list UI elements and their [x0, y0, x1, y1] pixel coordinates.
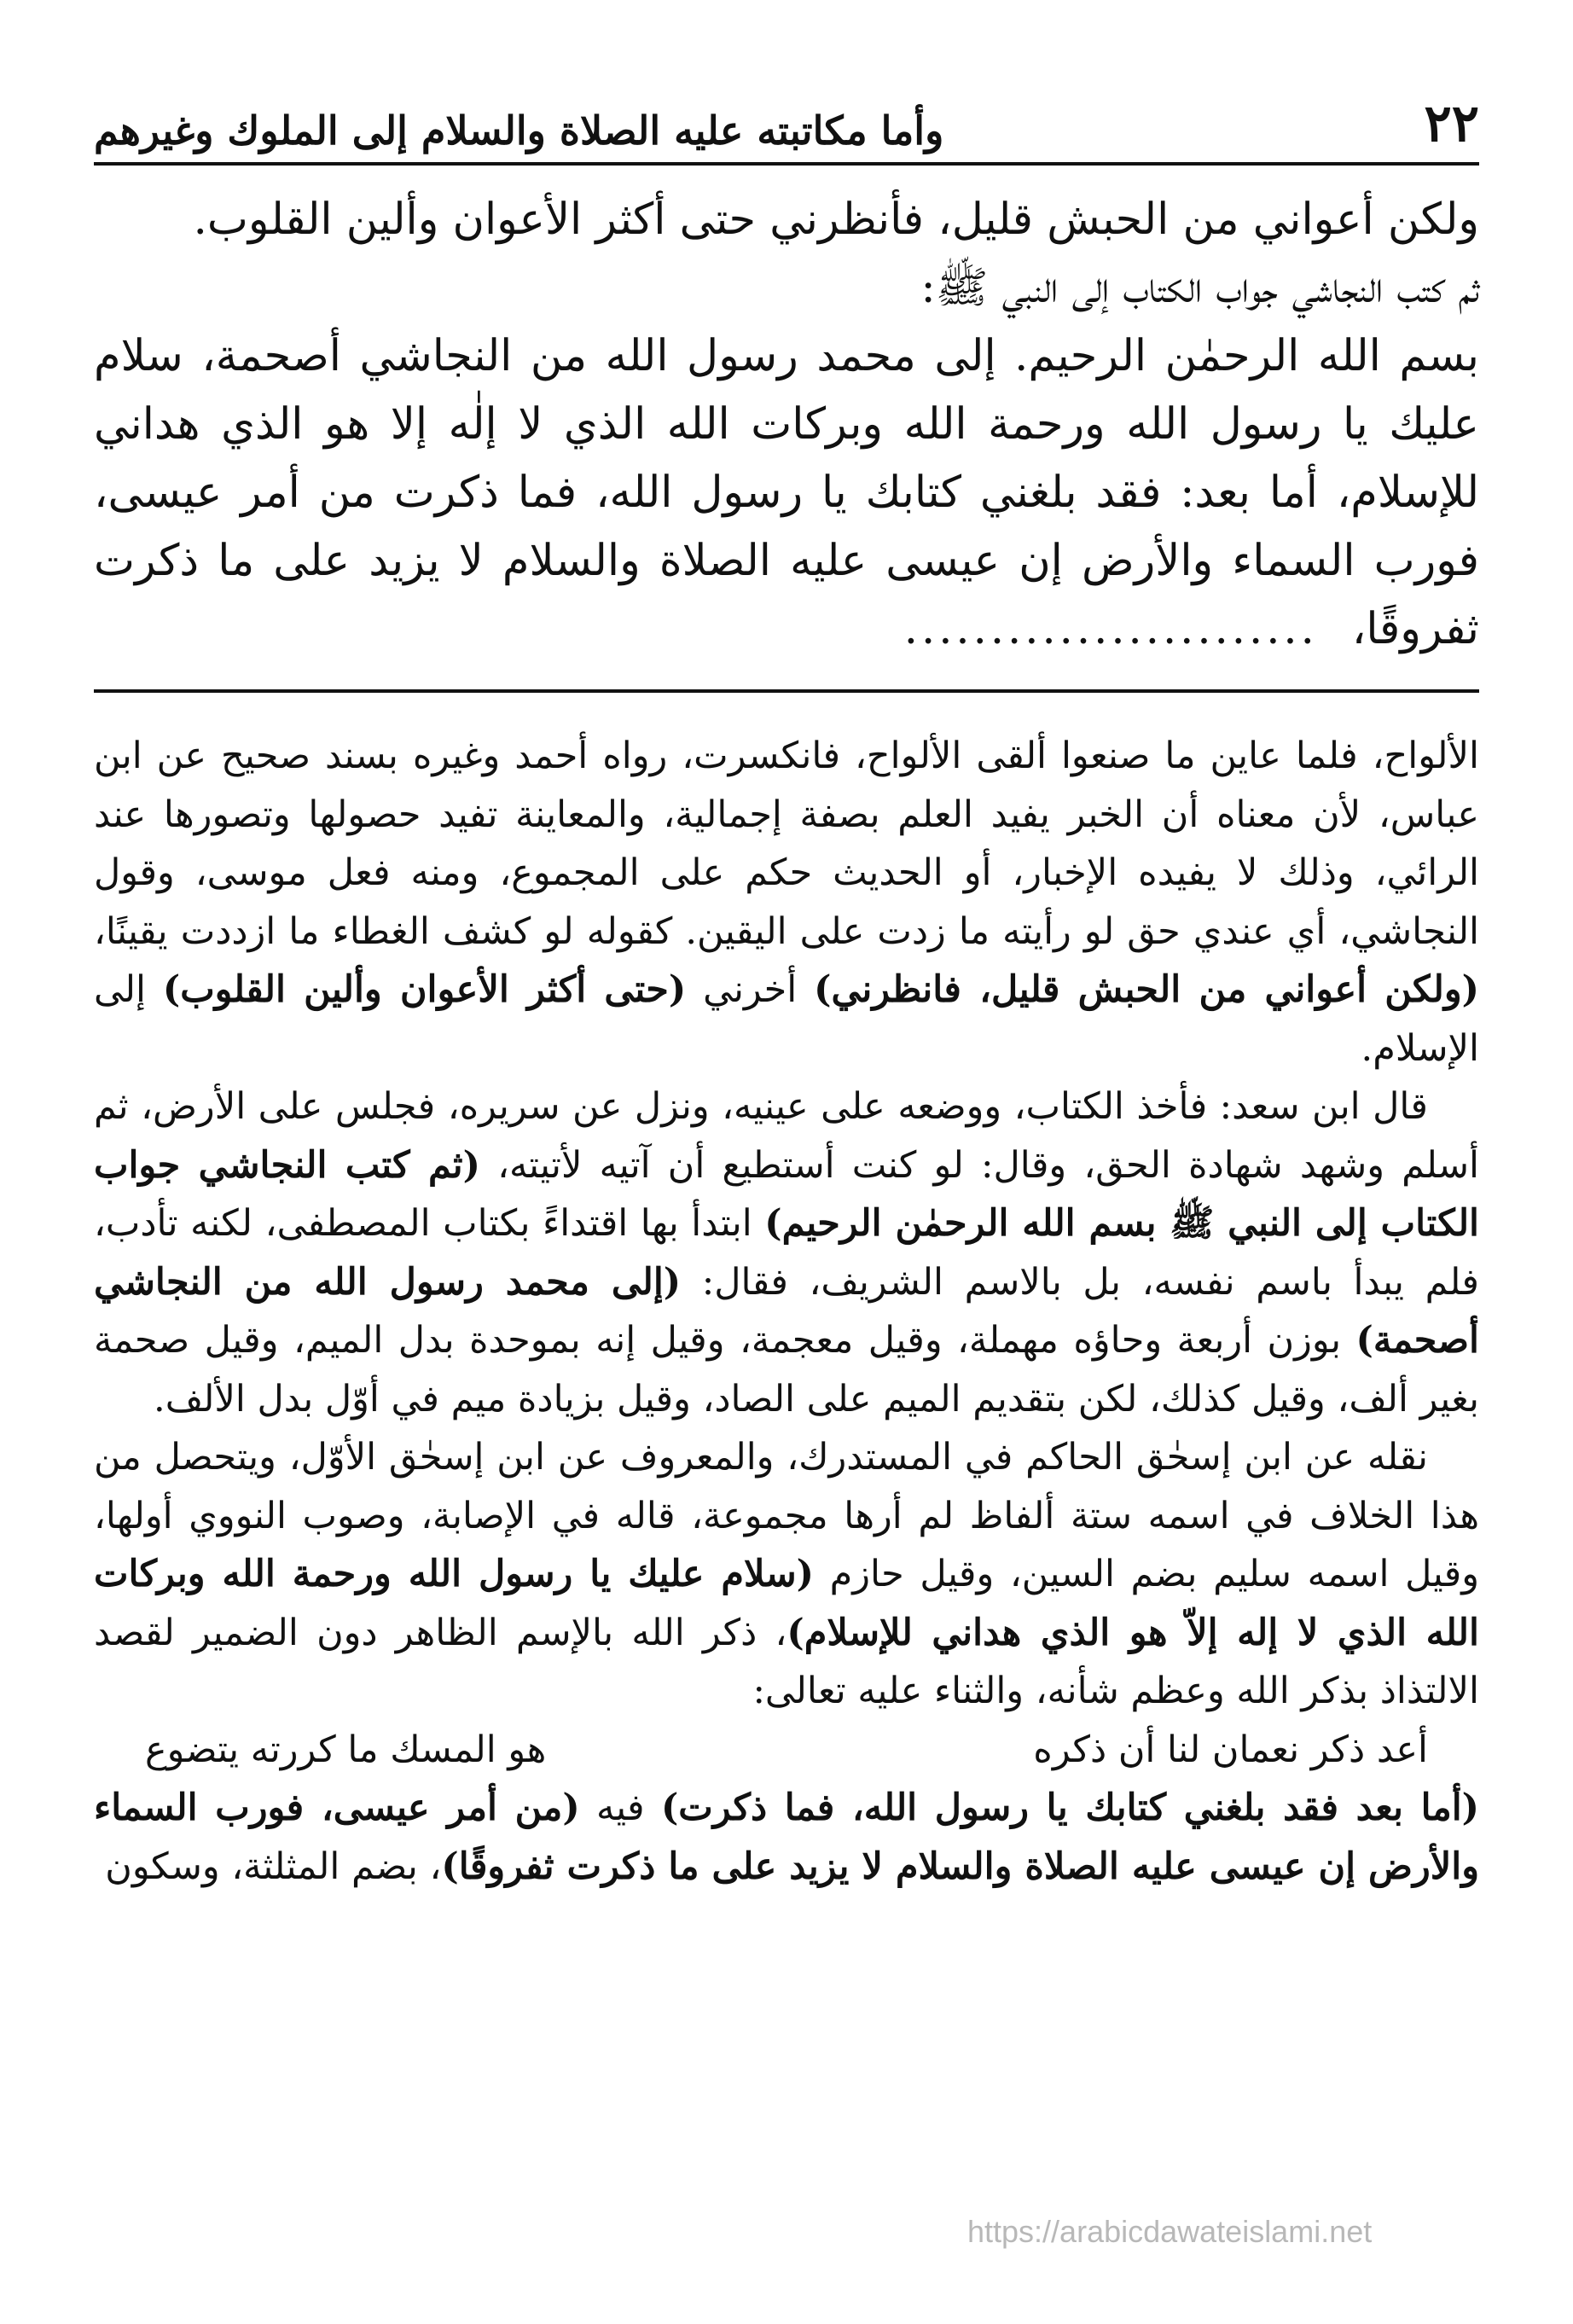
matn-line-2: ثم كتب النجاشي جواب الكتاب إلى النبي ﷺ:: [920, 263, 1479, 313]
commentary-text: بوزن أربعة وحاؤه مهملة، وقيل معجمة، وقيل إنه بموحدة بدل الميم، وقيل صحمة بغير ألف، وقيل كذلك، لكن بتقديم الميم على الصاد، وقيل بزيادة ميم في أوّل بدل الألف.: [94, 1319, 1479, 1421]
running-title: وأما مكاتبته عليه الصلاة والسلام إلى الملوك وغيرهم: [94, 107, 944, 154]
quoted-text: (من أمر عيسى، فورب السماء والأرض إن عيسى عليه الصلاة والسلام لا يزيد على ما ذكرت ثفروقًا): [94, 1787, 1479, 1888]
commentary-text: الألواح، فلما عاين ما صنعوا ألقى الألواح، فانكسرت، رواه أحمد وغيره بسند صحيح عن ابن عباس، لأن معناه أن الخبر يفيد العلم بصفة إجمالية، والمعاينة تفيد حصولها وتصورها عند الرائي، وذلك لا يفيده الإخبار، أو الحديث حكم على المجموع، ومنه فعل موسى، وقول النجاشي، أي عندي حق لو رأيته ما زدت على اليقين. كقوله لو كشف الغطاء ما ازددت يقينًا،: [94, 735, 1479, 953]
book-page: [94, 60, 1479, 2278]
commentary-paragraph: [94, 1428, 1479, 1721]
poetry-verse: [94, 1721, 1479, 1780]
verse-first-hemistich: أعد ذكر نعمان لنا أن ذكره: [1033, 1728, 1428, 1771]
commentary: [94, 693, 1479, 1896]
page-number: ٢٢: [1424, 94, 1479, 154]
commentary-text: قال ابن سعد: فأخذ الكتاب، ووضعه على عينيه، ونزل عن سريره، فجلس على الأرض، ثم أسلم وشهد شهادة الحق، وقال: لو كنت أستطيع أن آتيه لأتيته،: [94, 1085, 1479, 1187]
letter-text: [94, 322, 1479, 664]
verse-second-hemistich: هو المسك ما كررته يتضوع: [145, 1728, 547, 1771]
page-header: [94, 60, 1479, 162]
commentary-paragraph: [94, 727, 1479, 1078]
quoted-text: (حتى أكثر الأعوان وألين القلوب): [162, 968, 687, 1011]
omission-dots: ........................: [903, 604, 1318, 654]
commentary-paragraph: [94, 1779, 1479, 1896]
quoted-text: (ولكن أعواني من الحبش قليل، فانظرني): [814, 968, 1480, 1011]
letter-body: بسم الله الرحمٰن الرحيم. إلى محمد رسول الله من النجاشي أصحمة، سلام عليك يا رسول الله ورحمة الله وبركات الله الذي لا إلٰه إلا هو الذي هداني للإسلام، أما بعد: فقد بلغني كتابك يا رسول الله، فما ذكرت من أمر عيسى، فورب السماء والأرض إن عيسى عليه الصلاة والسلام لا يزيد على ما ذكرت ثفروقًا،: [94, 331, 1479, 654]
commentary-text: ابتدأ بها اقتداءً بكتاب المصطفى، لكنه تأدب، فلم يبدأ باسم نفسه، بل بالاسم الشريف، فقال:: [94, 1202, 1479, 1304]
quoted-text: (إلى محمد رسول الله من النجاشي أصحمة): [94, 1260, 1479, 1362]
commentary-paragraph: [94, 1078, 1479, 1428]
commentary-text: نقله عن ابن إسحٰق الحاكم في المستدرك، والمعروف عن ابن إسحٰق الأوّل، ويتحصل من هذا الخلاف في اسمه ستة ألفاظ لم أرها مجموعة، قاله في الإصابة، وصوب النووي أولها، وقيل اسمه سليم بضم السين، وقيل حازم: [94, 1436, 1479, 1595]
commentary-text: ، ذكر الله بالإسم الظاهر دون الضمير لقصد الالتذاذ بذكر الله وعظم شأنه، والثناء عليه تعالى:: [94, 1611, 1479, 1712]
commentary-text: أخرني: [686, 968, 815, 1011]
commentary-text: ، بضم المثلثة، وسكون: [105, 1845, 442, 1888]
quoted-text: (سلام عليك يا رسول الله ورحمة الله وبركات الله الذي لا إله إلاّ هو الذي هداني للإسلام): [94, 1553, 1479, 1654]
main-text: [94, 166, 1479, 664]
commentary-text: إلى الإسلام.: [94, 968, 1479, 1070]
quoted-text: (أما بعد فقد بلغني كتابك يا رسول الله، فما ذكرت): [660, 1787, 1480, 1829]
commentary-text: فيه: [579, 1787, 661, 1829]
website-watermark: https://arabicdawateislami.net: [967, 2214, 1373, 2249]
matn-line-1: ولكن أعواني من الحبش قليل، فأنظرني حتى أكثر الأعوان وألين القلوب.: [193, 195, 1479, 245]
quoted-text: (ثم كتب النجاشي جواب الكتاب إلى النبي ﷺ بسم الله الرحمٰن الرحيم): [94, 1143, 1480, 1245]
